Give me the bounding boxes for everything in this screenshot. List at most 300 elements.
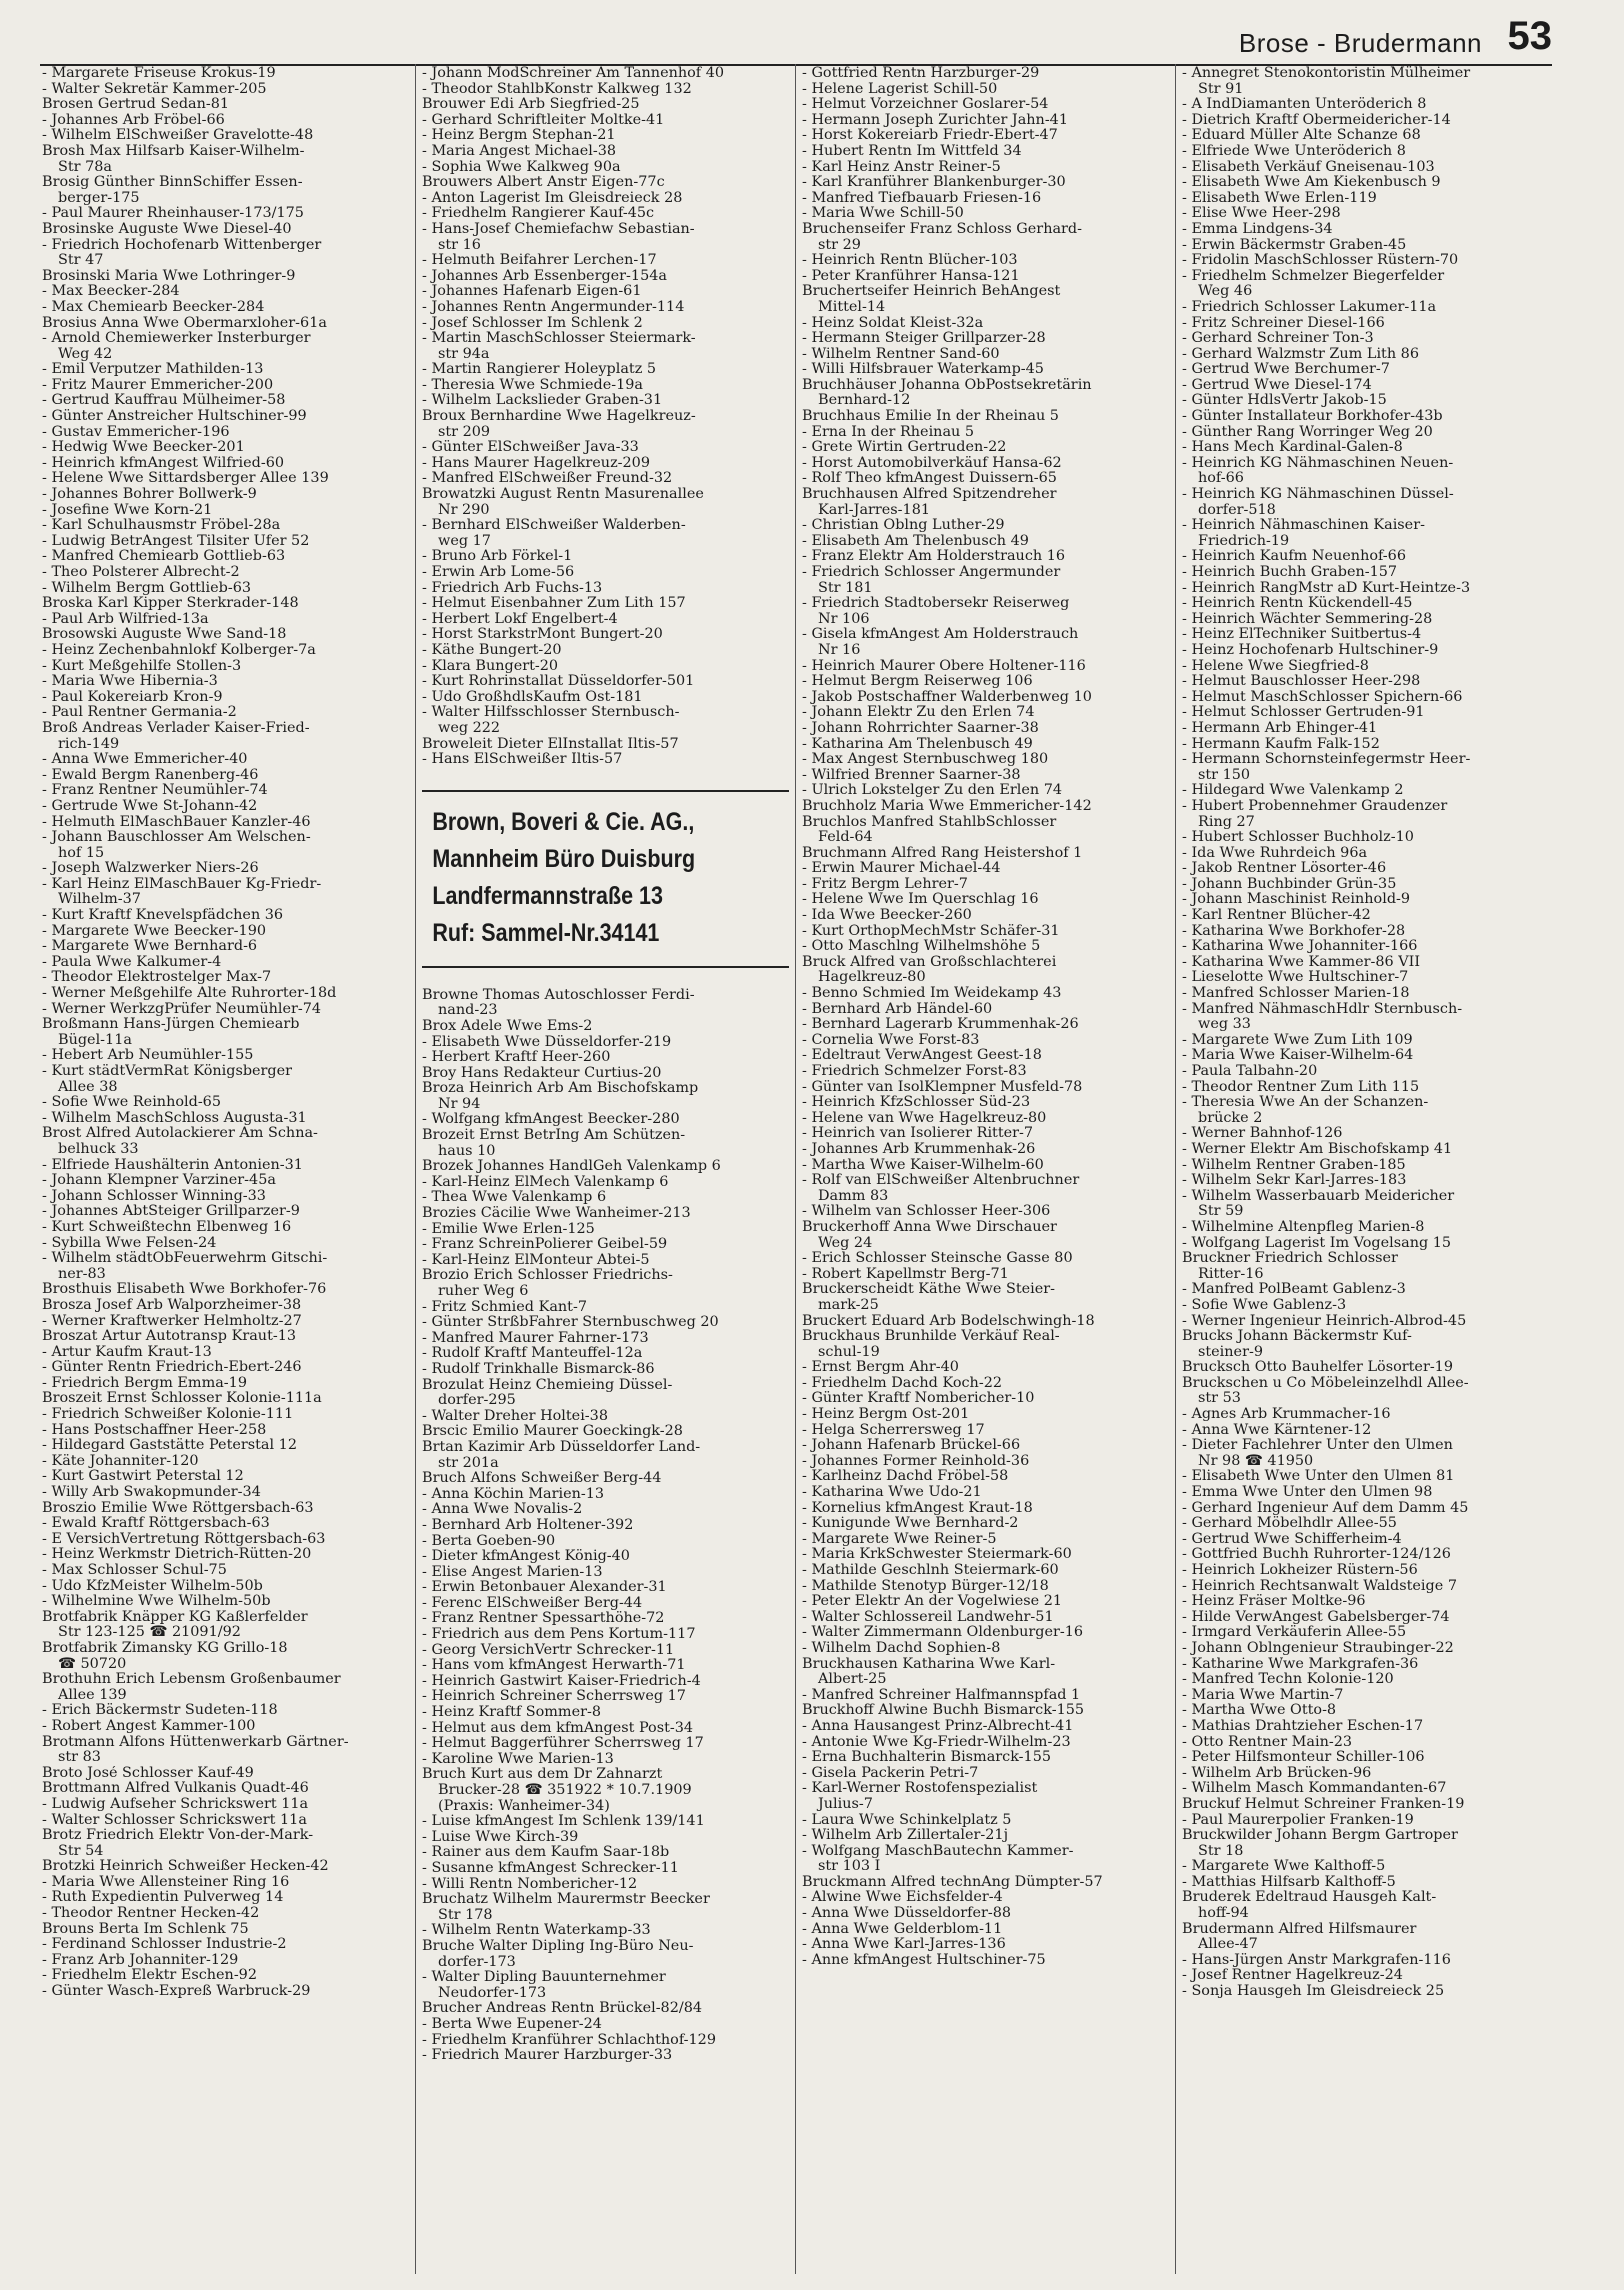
directory-sub-entry: - Fritz Bergm Lehrer-7 [802, 877, 1169, 893]
directory-sub-entry: - Helga Scherrersweg 17 [802, 1423, 1169, 1439]
advertisement-line: Brown, Boveri & Cie. AG., [432, 807, 695, 836]
directory-sub-entry: - Ida Wwe Ruhrdeich 96a [1182, 846, 1550, 862]
directory-sub-entry: - Hans Mech Kardinal-Galen-8 [1182, 440, 1550, 456]
directory-entry-continuation: Bernhard-12 [818, 393, 911, 409]
directory-sub-entry: - Ewald Bergm Ranenberg-46 [42, 768, 409, 784]
directory-sub-entry: - Hans Postschaffner Heer-258 [42, 1423, 409, 1439]
directory-entry-continuation: Str 18 [1198, 1843, 1244, 1859]
directory-entry: Bruckner Friedrich Schlosser [1182, 1251, 1398, 1267]
directory-sub-entry: - Emma Wwe Unter den Ulmen 98 [1182, 1485, 1550, 1501]
directory-sub-entry: - Elisabeth Wwe Am Kiekenbusch 9 [1182, 175, 1550, 191]
directory-sub-entry: - Heinrich Maurer Obere Holtener-116 [802, 659, 1169, 675]
directory-entry: Brotz Friedrich Elektr Von-der-Mark- [42, 1828, 314, 1844]
directory-sub-entry: - Ernst Bergm Ahr-40 [802, 1360, 1169, 1376]
directory-sub-entry: - Maria Wwe Schill-50 [802, 206, 1169, 222]
directory-entry: Brosinski Maria Wwe Lothringer-9 [42, 268, 296, 284]
directory-sub-entry: - Friedrich Schlosser Lakumer-11a [1182, 300, 1550, 316]
directory-sub-entry: - Wilhelmine Altenpfleg Marien-8 [1182, 1220, 1550, 1236]
directory-sub-entry: - Gertrud Wwe Diesel-174 [1182, 378, 1550, 394]
directory-entry: Bruchertseifer Heinrich BehAngest [802, 284, 1061, 300]
directory-sub-entry: - Otto Rentner Main-23 [1182, 1735, 1550, 1751]
directory-entry: Bruchhausen Alfred Spitzendreher [802, 487, 1057, 503]
directory-sub-entry: - Gisela Packerin Petri-7 [802, 1766, 1169, 1782]
directory-entry-continuation: haus 10 [438, 1143, 496, 1159]
directory-sub-entry: - Friedrich Bergm Emma-19 [42, 1376, 409, 1392]
directory-sub-entry: - Johannes AbtSteiger Grillparzer-9 [42, 1204, 409, 1220]
directory-entry: Brozulat Heinz Chemieing Düssel- [422, 1377, 673, 1393]
directory-sub-entry: - Manfred PolBeamt Gablenz-3 [1182, 1282, 1550, 1298]
directory-sub-entry: - Johannes Arb Fröbel-66 [42, 113, 409, 129]
directory-sub-entry: - Max Chemiearb Beecker-284 [42, 300, 409, 316]
directory-sub-entry: - Erwin Betonbauer Alexander-31 [422, 1580, 789, 1596]
directory-sub-entry: - Paul Arb Wilfried-13a [42, 612, 409, 628]
directory-sub-entry: - Helmut MaschSchlosser Spichern-66 [1182, 690, 1550, 706]
directory-entry-continuation: str 94a [438, 346, 490, 362]
directory-entry: Brotmann Alfons Hüttenwerkarb Gärtner- [42, 1734, 349, 1750]
directory-sub-entry: - Johann Elektr Zu den Erlen 74 [802, 705, 1169, 721]
directory-sub-entry: - Erwin Bäckermstr Graben-45 [1182, 238, 1550, 254]
directory-sub-entry: - Susanne kfmAngest Schrecker-11 [422, 1861, 789, 1877]
directory-sub-entry: - Fritz Schreiner Diesel-166 [1182, 316, 1550, 332]
directory-sub-entry: - Franz SchreinPolierer Geibel-59 [422, 1237, 789, 1253]
directory-entry: Brozek Johannes HandlGeh Valenkamp 6 [422, 1159, 721, 1175]
directory-sub-entry: - Franz Elektr Am Holderstrauch 16 [802, 549, 1169, 565]
directory-sub-entry: - Benno Schmied Im Weidekamp 43 [802, 986, 1169, 1002]
directory-sub-entry: - Wilhelm Rentner Sand-60 [802, 347, 1169, 363]
directory-sub-entry: - Friedrich Schmelzer Forst-83 [802, 1064, 1169, 1080]
directory-sub-entry: - Fritz Schmied Kant-7 [422, 1300, 789, 1316]
advertisement-line: Mannheim Büro Duisburg [432, 844, 696, 873]
directory-sub-entry: - Anna Wwe Novalis-2 [422, 1502, 789, 1518]
directory-sub-entry: - Gerhard Walzmstr Zum Lith 86 [1182, 347, 1550, 363]
directory-entry: Brotfabrik Zimansky KG Grillo-18 [42, 1640, 288, 1656]
directory-sub-entry: - Gottfried Rentn Harzburger-29 [802, 66, 1169, 82]
directory-sub-entry: - Grete Wirtin Gertruden-22 [802, 440, 1169, 456]
directory-sub-entry: - Helene Wwe Siegfried-8 [1182, 659, 1550, 675]
directory-sub-entry: - Katharina Wwe Johanniter-166 [1182, 939, 1550, 955]
directory-entry: Brosig Günther BinnSchiffer Essen- [42, 175, 303, 191]
directory-sub-entry: - Heinrich Gastwirt Kaiser-Friedrich-4 [422, 1674, 789, 1690]
directory-sub-entry: - Friedrich Maurer Harzburger-33 [422, 2048, 789, 2064]
directory-sub-entry: - Johann ModSchreiner Am Tannenhof 40 [422, 66, 789, 82]
directory-sub-entry: - Heinrich Lokheizer Rüstern-56 [1182, 1563, 1550, 1579]
directory-sub-entry: - Herbert Kraftf Heer-260 [422, 1050, 789, 1066]
directory-sub-entry: - Wolfgang Lagerist Im Vogelsang 15 [1182, 1236, 1550, 1252]
directory-sub-entry: - Paul Kokereiarb Kron-9 [42, 690, 409, 706]
directory-sub-entry: - Hans vom kfmAngest Herwarth-71 [422, 1658, 789, 1674]
directory-entry: Bruch Alfons Schweißer Berg-44 [422, 1471, 662, 1487]
directory-sub-entry: - Hubert Rentn Im Wittfeld 34 [802, 144, 1169, 160]
directory-entry: Brucksch Otto Bauhelfer Lösorter-19 [1182, 1360, 1453, 1376]
directory-sub-entry: - Theresia Wwe Schmiede-19a [422, 378, 789, 394]
directory-entry: Bruche Walter Dipling Ing-Büro Neu- [422, 1938, 694, 1954]
directory-entry-continuation: Mittel-14 [818, 299, 886, 315]
directory-entry: Brouwer Edi Arb Siegfried-25 [422, 97, 640, 113]
directory-sub-entry: - Paul Maurerpolier Franken-19 [1182, 1813, 1550, 1829]
directory-sub-entry: - Wilhelm Rentner Graben-185 [1182, 1158, 1550, 1174]
directory-sub-entry: - Mathias Drahtzieher Eschen-17 [1182, 1719, 1550, 1735]
directory-sub-entry: - Anna Wwe Emmericher-40 [42, 752, 409, 768]
directory-sub-entry: - Gertrude Wwe St-Johann-42 [42, 799, 409, 815]
directory-sub-entry: - Erna Buchhalterin Bismarck-155 [802, 1750, 1169, 1766]
directory-sub-entry: - Peter Hilfsmonteur Schiller-106 [1182, 1750, 1550, 1766]
directory-entry-continuation: Julius-7 [818, 1796, 873, 1812]
directory-sub-entry: - Wilhelm Sekr Karl-Jarres-183 [1182, 1173, 1550, 1189]
directory-entry-continuation: Allee 38 [58, 1079, 118, 1095]
directory-entry-continuation: (Praxis: Wanheimer-34) [438, 1798, 610, 1814]
directory-sub-entry: - Gustav Emmericher-196 [42, 425, 409, 441]
directory-entry-continuation: Brucker-28 ☎ 351922 * 10.7.1909 [438, 1783, 692, 1798]
directory-sub-entry: - Johannes Bohrer Bollwerk-9 [42, 487, 409, 503]
directory-sub-entry: - Kurt Gastwirt Peterstal 12 [42, 1469, 409, 1485]
directory-sub-entry: - Werner Ingenieur Heinrich-Albrod-45 [1182, 1314, 1550, 1330]
directory-sub-entry: - Horst Kokereiarb Friedr-Ebert-47 [802, 128, 1169, 144]
directory-entry-continuation: Nr 16 [818, 642, 861, 658]
directory-sub-entry: - Günther Rang Worringer Weg 20 [1182, 425, 1550, 441]
directory-sub-entry: - Horst StarkstrMont Bungert-20 [422, 627, 789, 643]
directory-sub-entry: - Hebert Arb Neumühler-155 [42, 1048, 409, 1064]
directory-sub-entry: - Johann Buchbinder Grün-35 [1182, 877, 1550, 893]
directory-sub-entry: - Lieselotte Wwe Hultschiner-7 [1182, 970, 1550, 986]
directory-sub-entry: - Helene Wwe Sittardsberger Allee 139 [42, 471, 409, 487]
directory-sub-entry: - Kunigunde Wwe Bernhard-2 [802, 1516, 1169, 1532]
directory-sub-entry: - Sybilla Wwe Felsen-24 [42, 1236, 409, 1252]
directory-entry-continuation: Neudorfer-173 [438, 1985, 547, 2001]
directory-sub-entry: - Heinz Bergm Ost-201 [802, 1407, 1169, 1423]
directory-sub-entry: - Heinrich Wächter Semmering-28 [1182, 612, 1550, 628]
directory-sub-entry: - Antonie Wwe Kg-Friedr-Wilhelm-23 [802, 1735, 1169, 1751]
directory-entry-continuation: dorfer-173 [438, 1954, 516, 1970]
directory-entry: Broszio Emilie Wwe Röttgersbach-63 [42, 1500, 314, 1516]
directory-sub-entry: - Wilhelm Lackslieder Graben-31 [422, 393, 789, 409]
directory-sub-entry: - Max Angest Sternbuschweg 180 [802, 752, 1169, 768]
directory-sub-entry: - Emil Verputzer Mathilden-13 [42, 362, 409, 378]
directory-sub-entry: - Bernhard Arb Holtener-392 [422, 1518, 789, 1534]
directory-sub-entry: - Rudolf Kraftf Manteuffel-12a [422, 1346, 789, 1362]
directory-sub-entry: - Gertrud Kauffrau Mülheimer-58 [42, 393, 409, 409]
directory-sub-entry: - Ruth Expedientin Pulverweg 14 [42, 1890, 409, 1906]
directory-entry: Bruckhoff Alwine Buchh Bismarck-155 [802, 1703, 1085, 1719]
directory-sub-entry: - Günter Anstreicher Hultschiner-99 [42, 409, 409, 425]
directory-sub-entry: - Arnold Chemiewerker Insterburger [42, 331, 409, 347]
directory-sub-entry: - Walter Dipling Bauunternehmer [422, 1970, 789, 1986]
directory-sub-entry: - Hans-Josef Chemiefachw Sebastian- [422, 222, 789, 238]
directory-entry: Bruckschen u Co Möbeleinzelhdl Allee- [1182, 1375, 1469, 1391]
directory-entry-continuation: hof 15 [58, 845, 105, 861]
directory-sub-entry: - Karl-Heinz ElMonteur Abtei-5 [422, 1253, 789, 1269]
directory-sub-entry: - Willy Arb Swakopmunder-34 [42, 1485, 409, 1501]
advertisement-box [422, 790, 789, 968]
directory-sub-entry: - Gertrud Wwe Berchumer-7 [1182, 362, 1550, 378]
directory-sub-entry: - Klara Bungert-20 [422, 659, 789, 675]
directory-sub-entry: - Wilhelm Arb Zillertaler-21j [802, 1828, 1169, 1844]
directory-sub-entry: - Wilhelm Masch Kommandanten-67 [1182, 1781, 1550, 1797]
directory-sub-entry: - Heinz Kraftf Sommer-8 [422, 1705, 789, 1721]
directory-sub-entry: - Wilhelm Arb Brücken-96 [1182, 1766, 1550, 1782]
directory-sub-entry: - Wilhelm Rentn Waterkamp-33 [422, 1923, 789, 1939]
directory-sub-entry: - Martin MaschSchlosser Steiermark- [422, 331, 789, 347]
directory-sub-entry: - Elisabeth Wwe Erlen-119 [1182, 191, 1550, 207]
directory-sub-entry: - Günter Kraftf Nombericher-10 [802, 1391, 1169, 1407]
directory-sub-entry: - Irmgard Verkäuferin Allee-55 [1182, 1625, 1550, 1641]
directory-sub-entry: - Theodor Rentner Hecken-42 [42, 1906, 409, 1922]
page-title: Brose - Brudermann [1238, 28, 1482, 58]
directory-sub-entry: - Thea Wwe Valenkamp 6 [422, 1190, 789, 1206]
directory-sub-entry: - Manfred Chemiearb Gottlieb-63 [42, 549, 409, 565]
directory-sub-entry: - Heinrich Rentn Kückendell-45 [1182, 596, 1550, 612]
directory-entry: Brtan Kazimir Arb Düsseldorfer Land- [422, 1439, 701, 1455]
directory-sub-entry: - Helmut Baggerführer Scherrsweg 17 [422, 1736, 789, 1752]
directory-sub-entry: - Friedhelm Rangierer Kauf-45c [422, 206, 789, 222]
directory-entry: Bruckerscheidt Käthe Wwe Steier- [802, 1282, 1055, 1298]
directory-entry: Browne Thomas Autoschlosser Ferdi- [422, 987, 695, 1003]
directory-sub-entry: - Friedrich Schweißer Kolonie-111 [42, 1407, 409, 1423]
directory-sub-entry: - Elfriede Haushälterin Antonien-31 [42, 1158, 409, 1174]
directory-sub-entry: - Hans Maurer Hagelkreuz-209 [422, 456, 789, 472]
directory-entry-continuation: weg 222 [438, 720, 501, 736]
directory-sub-entry: - Wolfgang kfmAngest Beecker-280 [422, 1112, 789, 1128]
directory-sub-entry: - Walter Hilfsschlosser Sternbusch- [422, 705, 789, 721]
directory-entry: Brudermann Alfred Hilfsmaurer [1182, 1921, 1417, 1937]
directory-entry-continuation: str 103 I [818, 1859, 881, 1875]
directory-sub-entry: - Josef Rentner Hagelkreuz-24 [1182, 1968, 1550, 1984]
directory-entry: Brosowski Auguste Wwe Sand-18 [42, 627, 287, 643]
directory-sub-entry: - Maria Wwe Hibernia-3 [42, 674, 409, 690]
directory-sub-entry: - Heinrich Rechtsanwalt Waldsteige 7 [1182, 1579, 1550, 1595]
directory-sub-entry: - Maria Wwe Martin-7 [1182, 1688, 1550, 1704]
directory-entry: Bruckwilder Johann Bergm Gartroper [1182, 1828, 1458, 1844]
directory-sub-entry: - Theo Polsterer Albrecht-2 [42, 565, 409, 581]
directory-sub-entry: - Hermann Schornsteinfegermstr Heer- [1182, 752, 1550, 768]
directory-sub-entry: - Hermann Arb Ehinger-41 [1182, 721, 1550, 737]
directory-entry-continuation: Str 59 [1198, 1204, 1244, 1220]
directory-sub-entry: - Gisela kfmAngest Am Holderstrauch [802, 627, 1169, 643]
directory-sub-entry: - Franz Rentner Neumühler-74 [42, 783, 409, 799]
directory-sub-entry: - Max Schlosser Schul-75 [42, 1563, 409, 1579]
directory-sub-entry: - Hermann Steiger Grillparzer-28 [802, 331, 1169, 347]
directory-sub-entry: - Johann Hafenarb Brückel-66 [802, 1438, 1169, 1454]
directory-entry: Bruckerhoff Anna Wwe Dirschauer [802, 1219, 1057, 1235]
directory-sub-entry: - Ludwig Aufseher Schrickswert 11a [42, 1797, 409, 1813]
directory-sub-entry: - Gertrud Wwe Schifferheim-4 [1182, 1532, 1550, 1548]
directory-sub-entry: - Helmut Vorzeichner Goslarer-54 [802, 97, 1169, 113]
directory-sub-entry: - Heinrich Schreiner Scherrsweg 17 [422, 1689, 789, 1705]
directory-entry: Brothuhn Erich Lebensm Großenbaumer [42, 1672, 341, 1688]
directory-sub-entry: - Ulrich Lokstelger Zu den Erlen 74 [802, 783, 1169, 799]
directory-sub-entry: - Werner Meßgehilfe Alte Ruhrorter-18d [42, 986, 409, 1002]
directory-sub-entry: - Erwin Maurer Michael-44 [802, 861, 1169, 877]
directory-entry: Bruchlos Manfred StahlbSchlosser [802, 814, 1057, 830]
directory-entry-continuation: str 150 [1198, 767, 1251, 783]
directory-sub-entry: - Paul Maurer Rheinhauser-173/175 [42, 206, 409, 222]
directory-sub-entry: - Annegret Stenokontoristin Mülheimer [1182, 66, 1550, 82]
directory-sub-entry: - Margarete Friseuse Krokus-19 [42, 66, 409, 82]
directory-sub-entry: - Günter Rentn Friedrich-Ebert-246 [42, 1360, 409, 1376]
directory-sub-entry: - Franz Rentner Spessarthöhe-72 [422, 1611, 789, 1627]
directory-sub-entry: - Manfred Schreiner Halfmannspfad 1 [802, 1688, 1169, 1704]
directory-sub-entry: - Heinz Zechenbahnlokf Kolberger-7a [42, 643, 409, 659]
directory-sub-entry: - Günter van IsolKlempner Musfeld-78 [802, 1080, 1169, 1096]
directory-sub-entry: - Heinz ElTechniker Suitbertus-4 [1182, 627, 1550, 643]
directory-sub-entry: - Gerhard Möbelhdlr Allee-55 [1182, 1516, 1550, 1532]
page-header [40, 14, 1552, 66]
directory-sub-entry: - Karl-Werner Rostofenspezialist [802, 1781, 1169, 1797]
directory-sub-entry: - Christian Oblng Luther-29 [802, 518, 1169, 534]
directory-sub-entry: - Heinrich RangMstr aD Kurt-Heintze-3 [1182, 581, 1550, 597]
directory-entry-continuation: Str 78a [58, 159, 112, 175]
directory-entry-continuation: Nr 106 [818, 611, 870, 627]
directory-entry: Brosen Gertrud Sedan-81 [42, 97, 230, 113]
directory-sub-entry: - Bernhard Arb Händel-60 [802, 1002, 1169, 1018]
directory-entry: Brosza Josef Arb Walporzheimer-38 [42, 1297, 302, 1313]
advertisement-line: Landfermannstraße 13 [432, 881, 663, 910]
directory-sub-entry: - Elisabeth Wwe Unter den Ulmen 81 [1182, 1469, 1550, 1485]
directory-entry-continuation: Nr 94 [438, 1096, 481, 1112]
directory-sub-entry: - Hans ElSchweißer Iltis-57 [422, 752, 789, 768]
directory-sub-entry: - Werner Elektr Am Bischofskamp 41 [1182, 1142, 1550, 1158]
directory-sub-entry: - Margarete Wwe Beecker-190 [42, 924, 409, 940]
directory-sub-entry: - Katharina Wwe Kammer-86 VII [1182, 955, 1550, 971]
directory-sub-entry: - Robert Kapellmstr Berg-71 [802, 1267, 1169, 1283]
directory-entry: Brotzki Heinrich Schweißer Hecken-42 [42, 1859, 329, 1875]
directory-sub-entry: - Fritz Maurer Emmericher-200 [42, 378, 409, 394]
directory-sub-entry: - Wilhelm städtObFeuerwehrm Gitschi- [42, 1251, 409, 1267]
directory-sub-entry: - Hildegard Wwe Valenkamp 2 [1182, 783, 1550, 799]
directory-entry-continuation: str 209 [438, 424, 491, 440]
directory-sub-entry: - Kurt OrthopMechMstr Schäfer-31 [802, 924, 1169, 940]
directory-sub-entry: - Sonja Hausgeh Im Gleisdreieck 25 [1182, 1984, 1550, 2000]
directory-sub-entry: - Walter Sekretär Kammer-205 [42, 82, 409, 98]
directory-entry-continuation: rich-149 [58, 736, 120, 752]
directory-sub-entry: - Friedrich Schlosser Angermunder [802, 565, 1169, 581]
directory-sub-entry: - Heinz Fräser Moltke-96 [1182, 1594, 1550, 1610]
directory-entry-continuation: Bügel-11a [58, 1032, 132, 1048]
directory-sub-entry: - Wilhelm ElSchweißer Gravelotte-48 [42, 128, 409, 144]
directory-entry-continuation: Str 47 [58, 253, 104, 269]
directory-sub-entry: - Rolf Theo kfmAngest Duissern-65 [802, 471, 1169, 487]
directory-sub-entry: - Laura Wwe Schinkelplatz 5 [802, 1813, 1169, 1829]
directory-entry: Bruchmann Alfred Rang Heistershof 1 [802, 845, 1083, 861]
directory-sub-entry: - Hildegard Gaststätte Peterstal 12 [42, 1438, 409, 1454]
directory-sub-entry: - Kornelius kfmAngest Kraut-18 [802, 1501, 1169, 1517]
directory-entry: Bruckhaus Brunhilde Verkäuf Real- [802, 1329, 1060, 1345]
directory-sub-entry: - Heinrich van Isolierer Ritter-7 [802, 1126, 1169, 1142]
directory-sub-entry: - Johannes Rentn Angermunder-114 [422, 300, 789, 316]
directory-sub-entry: - Josefine Wwe Korn-21 [42, 503, 409, 519]
directory-sub-entry: - Peter Kranführer Hansa-121 [802, 269, 1169, 285]
directory-entry-continuation: Karl-Jarres-181 [818, 502, 931, 518]
page-number: 53 [1507, 14, 1552, 58]
directory-entry: Brosinske Auguste Wwe Diesel-40 [42, 221, 292, 237]
directory-entry-continuation: str 83 [58, 1750, 101, 1766]
directory-sub-entry: - Hans-Jürgen Anstr Markgrafen-116 [1182, 1953, 1550, 1969]
directory-sub-entry: - Artur Kaufm Kraut-13 [42, 1345, 409, 1361]
directory-sub-entry: - Bernhard ElSchweißer Walderben- [422, 518, 789, 534]
directory-sub-entry: - Helmuth Beifahrer Lerchen-17 [422, 253, 789, 269]
directory-sub-entry: - Margarete Wwe Reiner-5 [802, 1532, 1169, 1548]
directory-sub-entry: - Elise Wwe Heer-298 [1182, 206, 1550, 222]
directory-sub-entry: - Wilfried Brenner Saarner-38 [802, 768, 1169, 784]
directory-sub-entry: - Dietrich Kraftf Obermeidericher-14 [1182, 113, 1550, 129]
directory-sub-entry: - Karl-Heinz ElMech Valenkamp 6 [422, 1175, 789, 1191]
directory-entry: Brouns Berta Im Schlenk 75 [42, 1921, 249, 1937]
directory-sub-entry: - Johannes Former Reinhold-36 [802, 1454, 1169, 1470]
directory-entry-continuation: str 29 [818, 237, 861, 253]
directory-sub-entry: - Agnes Arb Krummacher-16 [1182, 1407, 1550, 1423]
directory-entry-continuation: Str 181 [818, 580, 873, 596]
directory-entry-continuation: str 201a [438, 1455, 499, 1471]
directory-sub-entry: - Katharina Am Thelenbusch 49 [802, 737, 1169, 753]
directory-sub-entry: - Helmut Bergm Reiserweg 106 [802, 674, 1169, 690]
directory-entry: Brouwers Albert Anstr Eigen-77c [422, 175, 665, 191]
directory-sub-entry: - Hubert Schlosser Buchholz-10 [1182, 830, 1550, 846]
directory-sub-entry: - Theresia Wwe An der Schanzen- [1182, 1095, 1550, 1111]
directory-entry: Bruchhaus Emilie In der Rheinau 5 [802, 409, 1059, 425]
directory-entry: Brozeit Ernst BetrIng Am Schützen- [422, 1128, 686, 1144]
column-3 [796, 64, 1176, 2274]
directory-sub-entry: - Paula Wwe Kalkumer-4 [42, 955, 409, 971]
directory-entry-continuation: ner-83 [58, 1266, 106, 1282]
directory-sub-entry: - Cornelia Wwe Forst-83 [802, 1033, 1169, 1049]
directory-entry-continuation: Weg 24 [818, 1235, 873, 1251]
directory-entry: Brozies Cäcilie Wwe Wanheimer-213 [422, 1206, 691, 1222]
directory-entry: Broska Karl Kipper Sterkrader-148 [42, 596, 299, 612]
directory-entry: Broy Hans Redakteur Curtius-20 [422, 1065, 662, 1081]
directory-entry: Brosius Anna Wwe Obermarxloher-61a [42, 315, 327, 331]
directory-entry-continuation: Feld-64 [818, 830, 873, 846]
directory-sub-entry: - Edeltraut VerwAngest Geest-18 [802, 1048, 1169, 1064]
directory-sub-entry: - Manfred NähmaschHdlr Sternbusch- [1182, 1002, 1550, 1018]
directory-sub-entry: - Martha Wwe Otto-8 [1182, 1703, 1550, 1719]
directory-entry-continuation: weg 33 [1198, 1017, 1251, 1033]
directory-entry: Bruchholz Maria Wwe Emmericher-142 [802, 798, 1092, 814]
directory-sub-entry: - Hermann Kaufm Falk-152 [1182, 737, 1550, 753]
directory-sub-entry: - Hermann Joseph Zurichter Jahn-41 [802, 113, 1169, 129]
directory-sub-entry: - Maria Angest Michael-38 [422, 144, 789, 160]
directory-sub-entry: - Käte Johanniter-120 [42, 1454, 409, 1470]
directory-sub-entry: - Wilhelm van Schlosser Heer-306 [802, 1204, 1169, 1220]
directory-sub-entry: - Johann Schlosser Winning-33 [42, 1189, 409, 1205]
directory-sub-entry: - Johann Maschinist Reinhold-9 [1182, 892, 1550, 908]
directory-sub-entry: - Martin Rangierer Holeyplatz 5 [422, 362, 789, 378]
directory-entry-continuation: hof-66 [1198, 471, 1244, 487]
directory-entry: Broza Heinrich Arb Am Bischofskamp [422, 1081, 699, 1097]
directory-sub-entry: - Johann Oblngenieur Straubinger-22 [1182, 1641, 1550, 1657]
directory-sub-entry: - Hubert Probennehmer Graudenzer [1182, 799, 1550, 815]
directory-sub-entry: - Karoline Wwe Marien-13 [422, 1752, 789, 1768]
directory-sub-entry: - Katharina Wwe Udo-21 [802, 1485, 1169, 1501]
directory-sub-entry: - Kurt Kraftf Knevelspfädchen 36 [42, 908, 409, 924]
directory-sub-entry: - Karl Rentner Blücher-42 [1182, 908, 1550, 924]
directory-sub-entry: - Heinz Bergm Stephan-21 [422, 128, 789, 144]
directory-sub-entry: - Anna Köchin Marien-13 [422, 1487, 789, 1503]
directory-sub-entry: - Johannes Hafenarb Eigen-61 [422, 284, 789, 300]
directory-sub-entry: - Katharine Wwe Markgrafen-36 [1182, 1657, 1550, 1673]
directory-sub-entry: - Kurt Meßgehilfe Stollen-3 [42, 659, 409, 675]
directory-sub-entry: - Ewald Kraftf Röttgersbach-63 [42, 1516, 409, 1532]
directory-entry-continuation: berger-175 [58, 190, 140, 206]
directory-entry: Bruch Kurt aus dem Dr Zahnarzt [422, 1767, 663, 1783]
directory-sub-entry: - Günter Wasch-Expreß Warbruck-29 [42, 1984, 409, 2000]
directory-sub-entry: - Günter StrßbFahrer Sternbuschweg 20 [422, 1315, 789, 1331]
directory-sub-entry: - Theodor Rentner Zum Lith 115 [1182, 1080, 1550, 1096]
directory-sub-entry: - Johann Bauschlosser Am Welschen- [42, 830, 409, 846]
directory-entry: Brosh Max Hilfsarb Kaiser-Wilhelm- [42, 143, 305, 159]
directory-sub-entry: - Dieter kfmAngest König-40 [422, 1549, 789, 1565]
directory-sub-entry: - Elisabeth Wwe Düsseldorfer-219 [422, 1035, 789, 1051]
directory-entry: Brosthuis Elisabeth Wwe Borkhofer-76 [42, 1282, 327, 1298]
directory-sub-entry: - Max Beecker-284 [42, 284, 409, 300]
